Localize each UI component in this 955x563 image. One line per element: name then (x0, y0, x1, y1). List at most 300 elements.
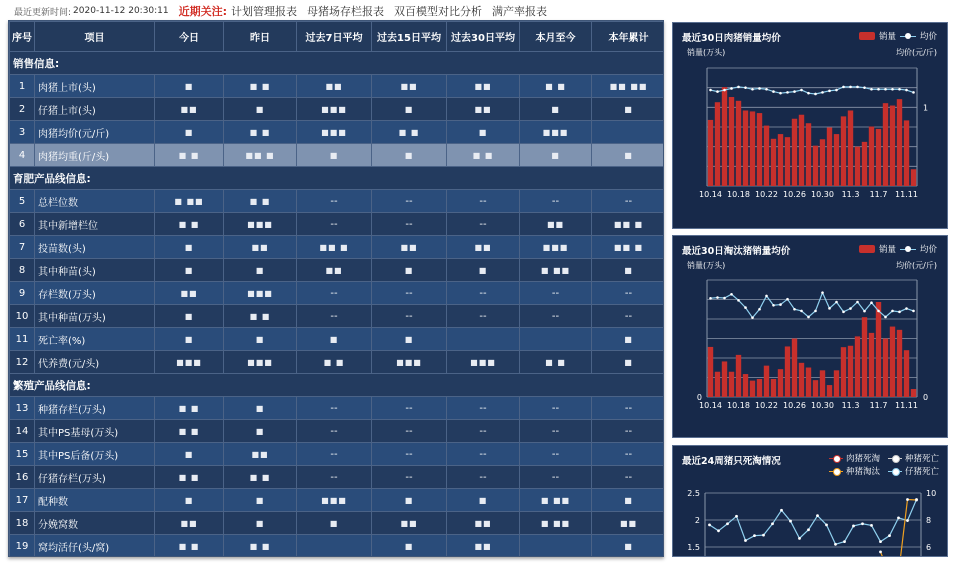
bar (904, 350, 909, 397)
series-line (710, 499, 917, 544)
cell-value: ■ (592, 328, 665, 351)
cell-value: ■ (592, 535, 665, 558)
bar (813, 380, 818, 397)
cell-value: -- (592, 443, 665, 466)
bar (813, 146, 818, 186)
price-point (877, 88, 880, 91)
column-header: 项目 (35, 22, 155, 52)
cell-value: ■ ■ (447, 144, 520, 167)
bar (757, 113, 762, 186)
price-point (800, 89, 803, 92)
section-row (10, 52, 665, 75)
price-point (758, 308, 761, 311)
cell-value: ■■■ (297, 489, 372, 512)
row-number: 13 (10, 397, 35, 420)
table-row[interactable] (10, 144, 665, 167)
link-model-comparison[interactable]: 双百模型对比分析 (394, 5, 483, 18)
price-point (786, 298, 789, 301)
cell-value: ■■ (520, 213, 592, 236)
price-point (737, 299, 740, 302)
price-point (723, 297, 726, 300)
price-point (814, 93, 817, 96)
y2-tick-label: 6 (926, 543, 932, 552)
row-item-name: 肉猪上市(头) (35, 75, 155, 98)
column-header: 过去30日平均 (447, 22, 520, 52)
price-point (793, 308, 796, 311)
price-point (849, 86, 852, 89)
cell-value: ■■■ (372, 351, 447, 374)
cell-value: -- (447, 282, 520, 305)
x-tick-label: 11.3 (841, 190, 860, 199)
row-item-name: 仔猪存栏(万头) (35, 466, 155, 489)
cell-value: ■■ (447, 236, 520, 259)
x-tick-label: 10.18 (727, 401, 750, 410)
cell-value: ■■ (447, 98, 520, 121)
cell-value: ■ (592, 259, 665, 282)
cell-value: ■ (155, 489, 224, 512)
cell-value: -- (447, 190, 520, 213)
chart-panel-mortality (672, 445, 948, 557)
price-point (905, 307, 908, 310)
price-point (912, 91, 915, 94)
row-item-name: 肉猪均重(斤/头) (35, 144, 155, 167)
cell-value: -- (372, 190, 447, 213)
bar (771, 139, 776, 186)
row-item-name: 配种数 (35, 489, 155, 512)
chart-panel-cull-sales (672, 235, 948, 438)
cell-value: ■ (297, 512, 372, 535)
cell-value: ■■■ (224, 282, 297, 305)
x-tick-label: 11.7 (869, 401, 888, 410)
table-row[interactable] (10, 328, 665, 351)
chart-panel-hog-sales (672, 22, 948, 229)
cell-value: ■ (592, 144, 665, 167)
bar (764, 366, 769, 397)
bar (778, 134, 783, 186)
price-point (912, 310, 915, 313)
row-number: 16 (10, 466, 35, 489)
bar (729, 372, 734, 397)
price-point (779, 303, 782, 306)
price-point (891, 310, 894, 313)
bar (890, 327, 895, 397)
cell-value: ■ (155, 305, 224, 328)
bar (799, 115, 804, 186)
cell-value: ■ (297, 144, 372, 167)
cell-value: -- (297, 420, 372, 443)
legend-price[interactable]: 均价 (919, 32, 937, 42)
report-table-container (8, 20, 664, 557)
bar (834, 134, 839, 186)
table-row[interactable] (10, 489, 665, 512)
cell-value: ■ ■■ (520, 259, 592, 282)
bar (855, 147, 860, 186)
table-row[interactable] (10, 397, 665, 420)
bar (778, 369, 783, 397)
cell-value: -- (447, 397, 520, 420)
bar (876, 129, 881, 186)
row-number: 8 (10, 259, 35, 282)
price-point (856, 301, 859, 304)
cell-value: -- (372, 397, 447, 420)
cell-value: -- (447, 466, 520, 489)
price-point (905, 89, 908, 92)
price-point (828, 90, 831, 93)
bar (876, 302, 881, 397)
cell-value: ■ (297, 328, 372, 351)
table-row[interactable] (10, 75, 665, 98)
row-number: 1 (10, 75, 35, 98)
cell-value: ■ (520, 144, 592, 167)
cell-value: -- (520, 443, 592, 466)
bar (806, 368, 811, 397)
bar (743, 374, 748, 397)
price-point (877, 310, 880, 313)
price-point (807, 92, 810, 95)
cell-value: ■ ■ (155, 213, 224, 236)
y-tick-label: 2 (694, 516, 700, 525)
row-number: 11 (10, 328, 35, 351)
bar (771, 379, 776, 397)
price-point (737, 86, 740, 89)
column-header: 昨日 (224, 22, 297, 52)
bar (750, 381, 755, 397)
legend-price[interactable]: 均价 (919, 245, 937, 255)
bar (799, 363, 804, 397)
row-item-name: 仔猪上市(头) (35, 98, 155, 121)
price-point (751, 88, 754, 91)
x-tick-label: 11.11 (895, 190, 918, 199)
cell-value: -- (297, 305, 372, 328)
cell-value: ■■ ■ (297, 236, 372, 259)
bar (841, 347, 846, 397)
bar (897, 99, 902, 186)
table-row[interactable] (10, 236, 665, 259)
price-point (898, 88, 901, 91)
row-item-name: 其中PS后备(万头) (35, 443, 155, 466)
cell-value: ■■■ (224, 213, 297, 236)
cell-value: -- (297, 443, 372, 466)
cell-value: -- (592, 466, 665, 489)
bar (736, 355, 741, 397)
price-point (856, 86, 859, 89)
update-time: 2020-11-12 20:30:11 (73, 6, 169, 16)
price-point (821, 291, 824, 294)
row-number: 2 (10, 98, 35, 121)
top-bar (14, 3, 557, 19)
cell-value: ■■ (224, 236, 297, 259)
column-header: 过去7日平均 (297, 22, 372, 52)
table-row[interactable] (10, 512, 665, 535)
bar (743, 110, 748, 186)
bar (841, 116, 846, 186)
cell-value: ■ (224, 259, 297, 282)
bar (869, 127, 874, 186)
table-row[interactable] (10, 98, 665, 121)
table-row[interactable] (10, 213, 665, 236)
cell-value: ■ (447, 259, 520, 282)
table-row[interactable] (10, 351, 665, 374)
bar (792, 339, 797, 398)
bar (890, 106, 895, 186)
price-point (744, 86, 747, 89)
series-point (834, 543, 837, 546)
row-item-name: 肉猪均价(元/斤) (35, 121, 155, 144)
cell-value: -- (520, 397, 592, 420)
row-number: 19 (10, 535, 35, 558)
cell-value: ■■ ■ (592, 236, 665, 259)
column-header: 序号 (10, 22, 35, 52)
bar (708, 347, 713, 397)
series-point (825, 523, 828, 526)
link-sow-farm-report[interactable]: 母猪场存栏报表 (307, 5, 385, 18)
legend-piglet-death[interactable]: 仔猪死亡 (888, 465, 939, 477)
cell-value (297, 535, 372, 558)
cell-value: -- (520, 190, 592, 213)
bar (715, 102, 720, 186)
price-point (730, 87, 733, 90)
price-point (772, 304, 775, 307)
row-item-name: 种猪存栏(万头) (35, 397, 155, 420)
cell-value: ■ (592, 98, 665, 121)
row-number: 9 (10, 282, 35, 305)
cell-value: ■ (372, 259, 447, 282)
legend-hog-mortality[interactable]: 肉猪死淘 (829, 452, 880, 464)
cell-value: -- (297, 397, 372, 420)
cell-value (520, 328, 592, 351)
cell-value: -- (297, 213, 372, 236)
x-tick-label: 11.7 (869, 190, 888, 199)
cell-value: ■ ■ (224, 121, 297, 144)
cell-value: -- (520, 466, 592, 489)
y2-axis-label: 均价(元/斤) (896, 261, 937, 270)
y2-axis-label: 均价(元/斤) (896, 48, 937, 57)
price-point (786, 91, 789, 94)
row-number: 14 (10, 420, 35, 443)
price-point (863, 310, 866, 313)
x-tick-label: 10.30 (811, 190, 834, 199)
cell-value: ■■ ■ (592, 213, 665, 236)
cell-value: ■ ■ (224, 190, 297, 213)
row-item-name: 窝均活仔(头/窝) (35, 535, 155, 558)
price-point (716, 296, 719, 299)
cell-value: ■■ (224, 443, 297, 466)
legend-sales[interactable]: 销量 (878, 245, 896, 255)
cell-value: ■■ ■■ (592, 75, 665, 98)
section-row (10, 167, 665, 190)
series-point (861, 522, 864, 525)
table-row[interactable] (10, 259, 665, 282)
series-point (870, 524, 873, 527)
table-row[interactable] (10, 443, 665, 466)
row-item-name: 分娩窝数 (35, 512, 155, 535)
bar (750, 111, 755, 186)
bar (862, 142, 867, 186)
bar (792, 119, 797, 186)
cell-value: -- (372, 213, 447, 236)
cell-value: -- (592, 282, 665, 305)
bar (722, 361, 727, 397)
cell-value: -- (520, 282, 592, 305)
cell-value: ■ ■■ (520, 489, 592, 512)
price-point (884, 316, 887, 319)
cell-value: -- (297, 282, 372, 305)
cell-value: ■ (155, 121, 224, 144)
chart-title: 最近30日肉猪销量均价 (682, 33, 781, 44)
row-item-name: 死亡率(%) (35, 328, 155, 351)
table-row[interactable] (10, 466, 665, 489)
y-tick-label: 0 (696, 393, 702, 402)
bar (827, 127, 832, 186)
row-item-name: 投苗数(头) (35, 236, 155, 259)
series-point (789, 520, 792, 523)
chart-title: 最近24周猪只死淘情况 (682, 456, 781, 467)
section-title: 销售信息: (10, 52, 665, 75)
column-header: 今日 (155, 22, 224, 52)
series-point (843, 540, 846, 543)
series-point (879, 550, 882, 553)
series-point (852, 525, 855, 528)
series-point (798, 537, 801, 540)
cell-value: ■ ■ (224, 466, 297, 489)
series-line (881, 499, 917, 557)
bar (729, 97, 734, 186)
column-header: 过去15日平均 (372, 22, 447, 52)
row-item-name: 其中种苗(头) (35, 259, 155, 282)
cell-value (447, 328, 520, 351)
table-row[interactable] (10, 121, 665, 144)
legend-breeder-cull[interactable]: 种猪淘汰 (829, 465, 880, 477)
cell-value: ■ (224, 420, 297, 443)
cell-value: ■ (155, 328, 224, 351)
x-tick-label: 10.14 (699, 190, 722, 199)
series-point (753, 534, 756, 537)
series-point (771, 522, 774, 525)
table-row[interactable] (10, 282, 665, 305)
table-row[interactable] (10, 305, 665, 328)
row-number: 7 (10, 236, 35, 259)
y2-tick-label: 0 (923, 393, 929, 402)
link-full-production-report[interactable]: 满产率报表 (492, 5, 548, 18)
y2-tick-label: 10 (926, 489, 937, 498)
x-tick-label: 10.18 (727, 190, 750, 199)
cell-value: -- (520, 305, 592, 328)
price-point (842, 311, 845, 314)
series-point (735, 515, 738, 518)
cell-value: ■■ ■ (224, 144, 297, 167)
bar-line-chart (673, 236, 949, 439)
series-point (816, 514, 819, 517)
cell-value: ■ ■ (224, 75, 297, 98)
table-row[interactable] (10, 535, 665, 558)
cell-value: -- (592, 305, 665, 328)
x-tick-label: 10.22 (755, 401, 778, 410)
row-number: 17 (10, 489, 35, 512)
x-tick-label: 11.3 (841, 401, 860, 410)
cell-value: -- (372, 443, 447, 466)
cell-value: -- (447, 443, 520, 466)
cell-value: ■ ■ (155, 397, 224, 420)
cell-value: ■ ■ (224, 305, 297, 328)
price-point (884, 88, 887, 91)
cell-value: -- (372, 305, 447, 328)
section-title: 育肥产品线信息: (10, 167, 665, 190)
cell-value: -- (592, 397, 665, 420)
cell-value: ■■■ (520, 236, 592, 259)
legend-sales[interactable]: 销量 (878, 32, 896, 42)
price-point (793, 90, 796, 93)
series-point (879, 540, 882, 543)
price-point (751, 316, 754, 319)
line-chart (673, 446, 948, 557)
y2-tick-label: 1 (923, 103, 929, 113)
table-row[interactable] (10, 420, 665, 443)
row-item-name: 其中新增栏位 (35, 213, 155, 236)
price-point (730, 293, 733, 296)
bar (757, 379, 762, 397)
link-plan-report[interactable]: 计划管理报表 (231, 5, 298, 18)
update-label: 最近更新时间: (14, 7, 72, 18)
row-number: 4 (10, 144, 35, 167)
bar (708, 120, 713, 186)
table-row[interactable] (10, 190, 665, 213)
price-point (870, 88, 873, 91)
x-tick-label: 11.11 (895, 401, 918, 410)
price-line (711, 293, 914, 318)
row-item-name: 其中PS基母(万头) (35, 420, 155, 443)
cell-value: -- (592, 420, 665, 443)
legend-breeder-death[interactable]: 种猪死亡 (888, 452, 939, 464)
cell-value: ■■ (447, 535, 520, 558)
y2-tick-label: 8 (926, 516, 932, 525)
cell-value: ■ (372, 98, 447, 121)
price-point (814, 310, 817, 313)
price-point (744, 306, 747, 309)
cell-value: ■■■ (224, 351, 297, 374)
bar (736, 101, 741, 186)
cell-value: ■ (155, 443, 224, 466)
section-title: 繁殖产品线信息: (10, 374, 665, 397)
row-number: 15 (10, 443, 35, 466)
series-point (906, 519, 909, 522)
bar (855, 336, 860, 397)
price-point (716, 90, 719, 93)
cell-value: ■■■ (155, 351, 224, 374)
bar (911, 169, 916, 186)
cell-value: ■ ■■ (520, 512, 592, 535)
price-point (842, 86, 845, 89)
cell-value: ■ ■ (520, 351, 592, 374)
cell-value: -- (297, 466, 372, 489)
series-point (807, 528, 810, 531)
price-point (835, 89, 838, 92)
x-tick-label: 10.22 (755, 190, 778, 199)
cell-value: ■ (224, 98, 297, 121)
price-point (709, 297, 712, 300)
price-point (891, 88, 894, 91)
series-point (708, 523, 711, 526)
bar (820, 139, 825, 186)
price-point (821, 91, 824, 94)
cell-value: ■■ (372, 75, 447, 98)
cell-value: ■ ■ (155, 420, 224, 443)
bar (827, 385, 832, 397)
cell-value: ■ ■ (372, 121, 447, 144)
x-tick-label: 10.30 (811, 401, 834, 410)
cell-value: -- (447, 420, 520, 443)
bar (883, 339, 888, 398)
series-point (744, 539, 747, 542)
